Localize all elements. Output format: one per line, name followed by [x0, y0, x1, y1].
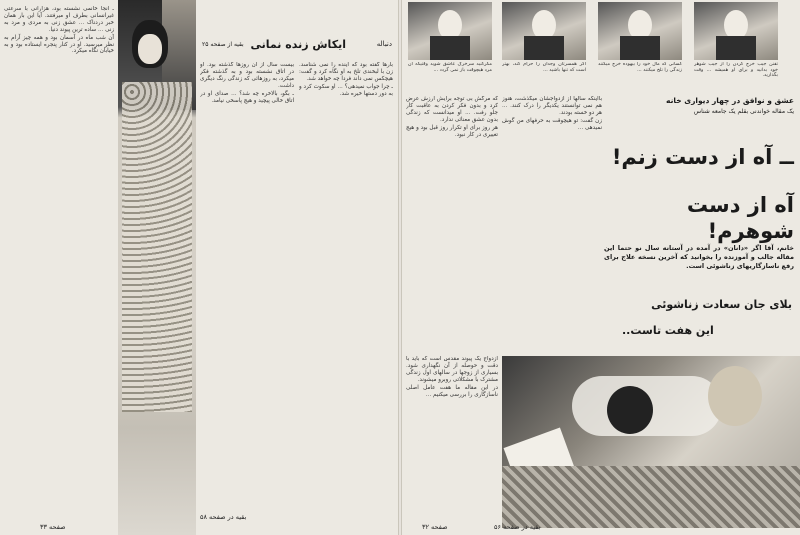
intro-text: خانم، آقا اگر «دانان» در آمده در آستانه سال نو حتما این مقاله جالب و آموزنده را بخوانید که آخرین نسخه علاج برای رفع ناسازگاریهای زناشوئی است. [604, 244, 794, 270]
thumbnail-caption: تفنن جیب خرج کردن را از جیب شوهر خود بدانید و برای او همیشه ... وقت بگذارید. [694, 62, 778, 79]
continued-from: بقیه از صفحه ۲۵ [202, 41, 244, 48]
left-column-c [299, 62, 393, 512]
paragraph: بیست سال از آن روزها گذشته بود. او در اتاق نشسته بود و به گذشته فکر میکرد، به روزهائی که زندگی رنگ دیگری داشت. [200, 62, 294, 89]
kicker: عشق و نوافق در چهار دیواری خانه [666, 96, 794, 105]
kicker-subtitle: یک مقاله خواندنی بقلم یک جامعه شناس [693, 108, 794, 115]
article-header [200, 38, 394, 60]
page-number: صفحه ۳۲ [422, 523, 448, 531]
paragraph: در این مقاله ما هفت عامل اصلی ناسازگاری را بررسی میکنیم ... [406, 384, 498, 398]
figure-body [716, 36, 756, 60]
left-page [0, 0, 398, 535]
end-reference: بقیه در صفحه ۵۸ [200, 513, 247, 521]
woman-head [708, 366, 762, 426]
headline-line-1: ــ آه از دست زنم! [611, 145, 794, 169]
paragraph: ـ بگو، بالاخره چه شد؟ ... صدای او در اتاق خالی پیچید و هیچ پاسخی نیامد. [200, 90, 294, 104]
photo-couple-in-bed [502, 356, 800, 528]
paragraph: ازدواج یک پیوند مقدس است که باید با دقت و حوصله از آن نگهداری شود. بسیاری از زوجها در سالهای اول زندگی مشترک با مشکلاتی روبرو میشوند. [406, 356, 498, 383]
figure-body [524, 36, 564, 60]
paragraph: بااینکه سالها از ازدواجشان میگذشت، هنوز هم نمی توانستند یکدیگر را درک کنند. ... هر دو خسته بودند. [502, 96, 602, 116]
right-column-c [406, 356, 498, 516]
left-column-a [4, 6, 114, 511]
paragraph: که مرگش بی توجه برایش ارزش عرض کرد و بدون فکر کردن به عاقبت کار جلو رفت. ... او میدانست که زندگی بدون عشق معنائی ندارد. [406, 96, 498, 123]
end-reference: بقیه در صفحه ۵۶ [494, 523, 541, 531]
deck-line-2: این هفت تاست.. [622, 324, 714, 337]
continuation-tag: دنباله [376, 40, 392, 48]
thumbnail-caption: اگر همسرتان وجدان را حرام کند، بهتر است که تنها باشید ... [502, 62, 586, 73]
thumbnail-caption: کسانی که مال خود را بیهوده خرج میکنند زندگی را تلخ میکنند ... [598, 62, 682, 73]
right-page [402, 0, 800, 535]
deck-line-1: بلای جان سعادت زناشوئی [651, 298, 792, 311]
left-column-b [200, 62, 294, 512]
figure-body [430, 36, 470, 60]
page-number: صفحه ۳۳ [40, 523, 66, 531]
thumbnail-photo-4 [408, 2, 492, 60]
thumbnail-photo-1 [694, 2, 778, 60]
thumbnail-caption: مکرکنید سرخرگ عاشق شوید وقتیکه آن مرد هیچوقت باز نمی گردد ... [408, 62, 492, 73]
right-column-a [406, 96, 498, 352]
paragraph: زن گفت: تو هیچوقت به حرفهای من گوش نمیدهی ... [502, 117, 602, 131]
thumbnail-photo-2 [598, 2, 682, 60]
woman-face [138, 34, 162, 64]
article-title: ایکاش زنده نمانی [250, 38, 346, 51]
photo-woman-floral-dress [118, 0, 196, 535]
paragraph: بارها گفته بود که آینده را نمی شناسد. زن با لبخندی تلخ به او نگاه کرد و گفت: هیچکس نمی داند فردا چه خواهد شد. [299, 62, 393, 82]
floral-dress [122, 82, 192, 412]
paragraph: آن شب ماه در آسمان بود و همه چیز آرام به نظر میرسید. او در کنار پنجره ایستاده بود و به خیابان نگاه میکرد. [4, 34, 114, 55]
right-column-b [502, 96, 602, 352]
paragraph: ـ چرا جواب نمیدهی؟ ... او سکوت کرد و به دور دستها خیره شد. [299, 83, 393, 97]
figure-body [620, 36, 660, 60]
thumbnail-photo-3 [502, 2, 586, 60]
man-head [607, 386, 653, 434]
paragraph: هر روز برای او تکرار روز قبل بود و هیچ تغییری در کار نبود. [406, 124, 498, 138]
paragraph: ـ آنجا خانمی نشسته بود، هزارانی با سرعتی غیرانسانی بطرف او میرفتند. آیا این بار همان خبر دردناک ... عشق زنی به مردی و مرد به زنی ... ساده ترین پیوند دنیا. [4, 6, 114, 33]
headline-line-2: آه از دست شوهرم! [686, 193, 794, 243]
blanket [502, 466, 800, 528]
